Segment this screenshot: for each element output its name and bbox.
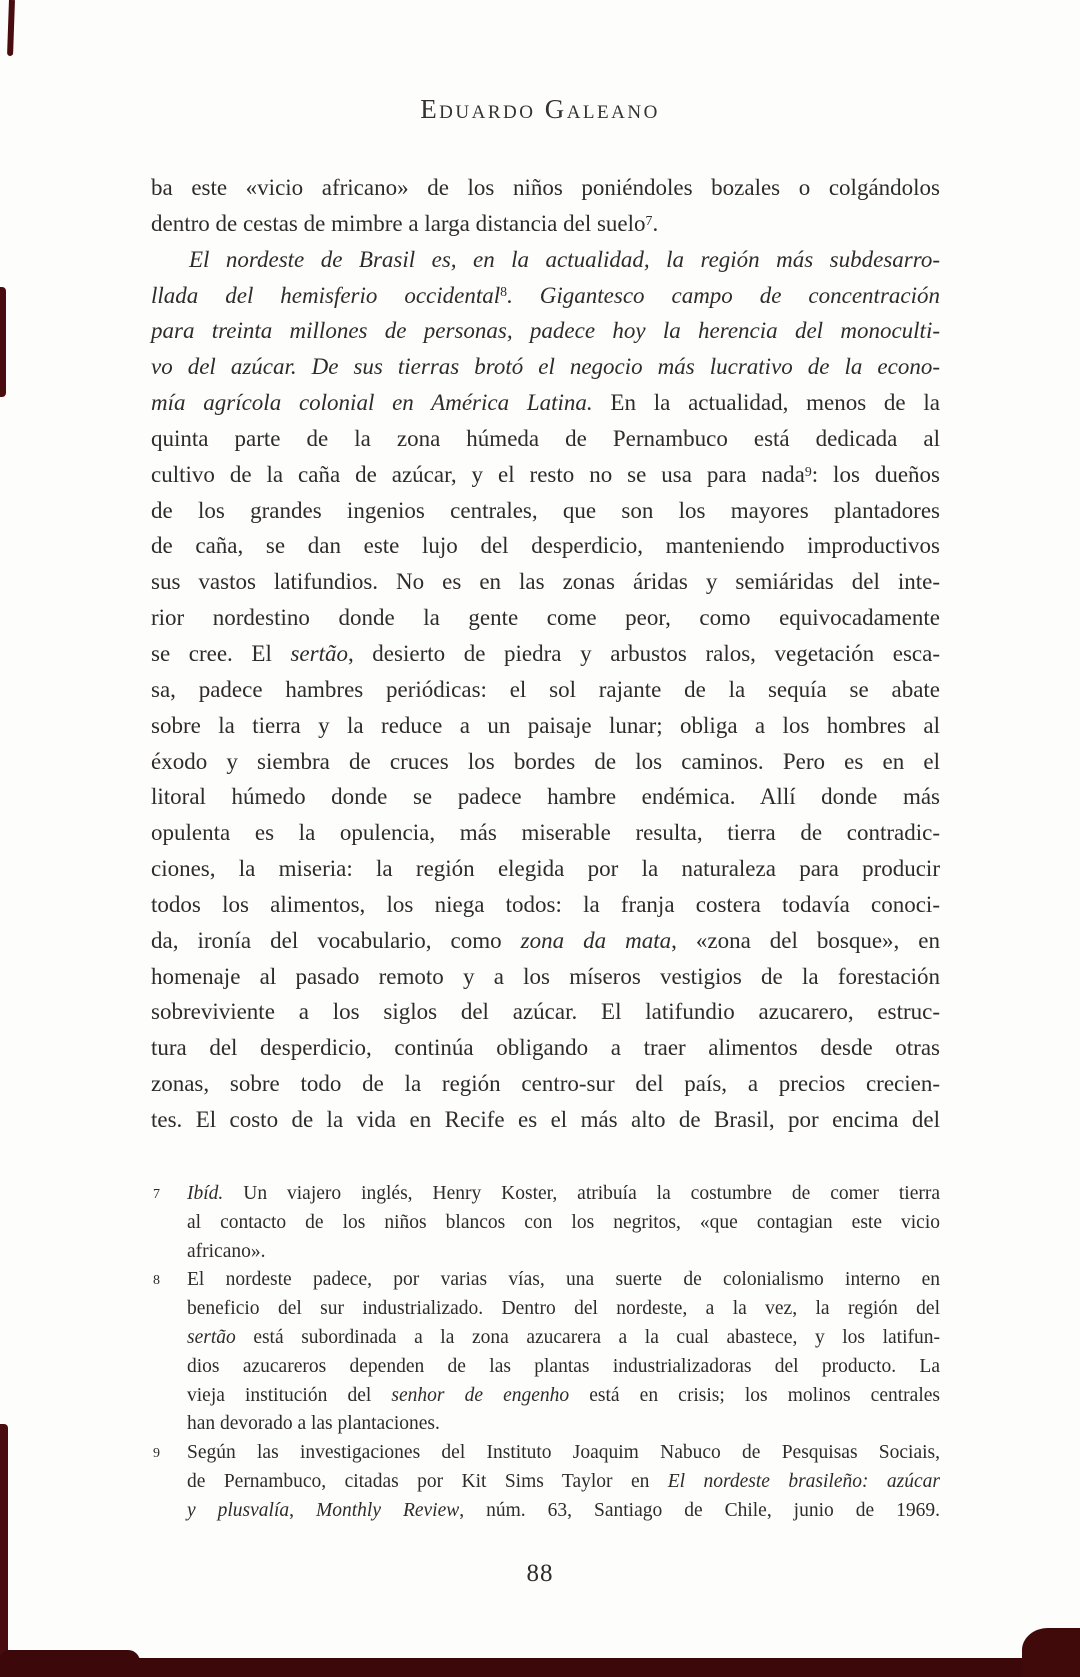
footnote-reference: 8: [500, 284, 508, 300]
text-line: y plusvalía, Monthly Review, núm. 63, Santiago de Chile, junio de 1969.: [187, 1499, 940, 1521]
footnote-reference: 9: [804, 463, 812, 479]
scan-artifact-left-lower: [0, 1424, 8, 1677]
text-line: sobreviviente a los siglos del azúcar. El latifundio azucarero, estruc-: [151, 999, 940, 1025]
footnote-9: [151, 1439, 940, 1525]
text-line: cultivo de la caña de azúcar, y el resto no se usa para nada$^9$: los dueños: [151, 461, 941, 487]
text-line: rior nordestino donde la gente come peor, como equivocadamente: [151, 605, 940, 631]
text-line: han devorado a las plantaciones.: [187, 1413, 440, 1435]
text-line: da, ironía del vocabulario, como zona da mata, «zona del bosque», en: [151, 927, 941, 953]
text-line: El nordeste padece, por varias vías, una suerte de colonialismo interno en: [187, 1269, 940, 1291]
text-line: sus vastos latifundios. No es en las zonas áridas y semiáridas del inte-: [151, 569, 940, 595]
text-line: quinta parte de la zona húmeda de Pernambuco está dedicada al: [151, 425, 940, 451]
text-line: sertão está subordinada a la zona azucarera a la cual abastece, y los latifun-: [187, 1326, 940, 1348]
text-line: de caña, se dan este lujo del desperdicio, manteniendo improductivos: [151, 533, 940, 559]
text-line: Ibíd. Un viajero inglés, Henry Koster, atribuía la costumbre de comer tierra: [187, 1183, 940, 1204]
text-line: ba este «vicio africano» de los niños poniéndoles bozales o colgándolos: [151, 175, 940, 200]
scan-artifact-left-upper: [0, 287, 6, 397]
footnote-8: [151, 1266, 940, 1439]
footnote-reference: 7: [645, 212, 653, 228]
text-line: opulenta es la opulencia, más miserable resulta, tierra de contradic-: [151, 820, 940, 846]
text-line: tes. El costo de la vida en Recife es el más alto de Brasil, por encima del: [151, 1106, 940, 1132]
text-line: Según las investigaciones del Instituto Joaquim Nabuco de Pesquisas Sociais,: [187, 1442, 940, 1464]
text-line: sobre la tierra y la reduce a un paisaje lunar; obliga a los hombres al: [151, 712, 940, 738]
text-line: homenaje al pasado remoto y a los míseros vestigios de la forestación: [151, 963, 940, 989]
footnotes: [151, 1180, 940, 1526]
footnote-7: [151, 1180, 940, 1266]
text-line: tura del desperdicio, continúa obligando a traer alimentos desde otras: [151, 1035, 940, 1061]
text-line: beneficio del sur industrializado. Dentro del nordeste, a la vez, la región del: [187, 1298, 940, 1320]
text-line: vo del azúcar. De sus tierras brotó el negocio más lucrativo de la econo-: [151, 354, 940, 380]
text-line: litoral húmedo donde se padece hambre endémica. Allí donde más: [151, 784, 940, 810]
scan-artifact-bottom-right: [1022, 1628, 1080, 1677]
text-line: de los grandes ingenios centrales, que son los mayores plantadores: [151, 497, 940, 523]
body-text: [151, 170, 940, 1138]
footnote-number: 8: [153, 1273, 160, 1289]
text-line: se cree. El sertão, desierto de piedra y arbustos ralos, vegetación esca-: [151, 640, 940, 666]
text-line: al contacto de los niños blancos con los negritos, «que contagian este vicio: [187, 1211, 940, 1233]
text-line: llada del hemisferio occidental$^8$. Gigantesco campo de concentración: [151, 282, 940, 308]
text-line: africano».: [187, 1240, 266, 1262]
text-line: dios azucareros dependen de las plantas industrializadoras del producto. La: [187, 1355, 940, 1377]
text-line: de Pernambuco, citadas por Kit Sims Taylor en El nordeste brasileño: azúcar: [187, 1470, 940, 1492]
text-line: vieja institución del senhor de engenho está en crisis; los molinos centrales: [187, 1384, 940, 1406]
scan-artifact-bottom-band: [0, 1658, 1080, 1677]
text-line: para treinta millones de personas, padece hoy la herencia del monoculti-: [151, 318, 940, 344]
footnote-number: 7: [153, 1187, 160, 1202]
scan-artifact-bottom-left: [0, 1650, 140, 1677]
page-number: 88: [526, 1560, 554, 1587]
text-line: mía agrícola colonial en América Latina. En la actualidad, menos de la: [151, 390, 940, 416]
text-line: éxodo y siembra de cruces los bordes de los caminos. Pero es en el: [151, 748, 940, 774]
text-line: sa, padece hambres periódicas: el sol rajante de la sequía se abate: [151, 676, 940, 702]
text-line: ciones, la miseria: la región elegida por la naturaleza para producir: [151, 856, 940, 882]
running-head-author: Eduardo Galeano: [420, 94, 660, 124]
text-line: El nordeste de Brasil es, en la actualidad, la región más subdesarro-: [189, 246, 940, 272]
text-line: zonas, sobre todo de la región centro-sur del país, a precios crecien-: [151, 1071, 940, 1097]
footnote-number: 9: [153, 1446, 160, 1462]
scan-artifact-top-left: [7, 0, 15, 56]
text-line: todos los alimentos, los niega todos: la franja costera todavía conoci-: [151, 891, 940, 917]
text-line: dentro de cestas de mimbre a larga distancia del suelo$^7$.: [151, 210, 659, 236]
